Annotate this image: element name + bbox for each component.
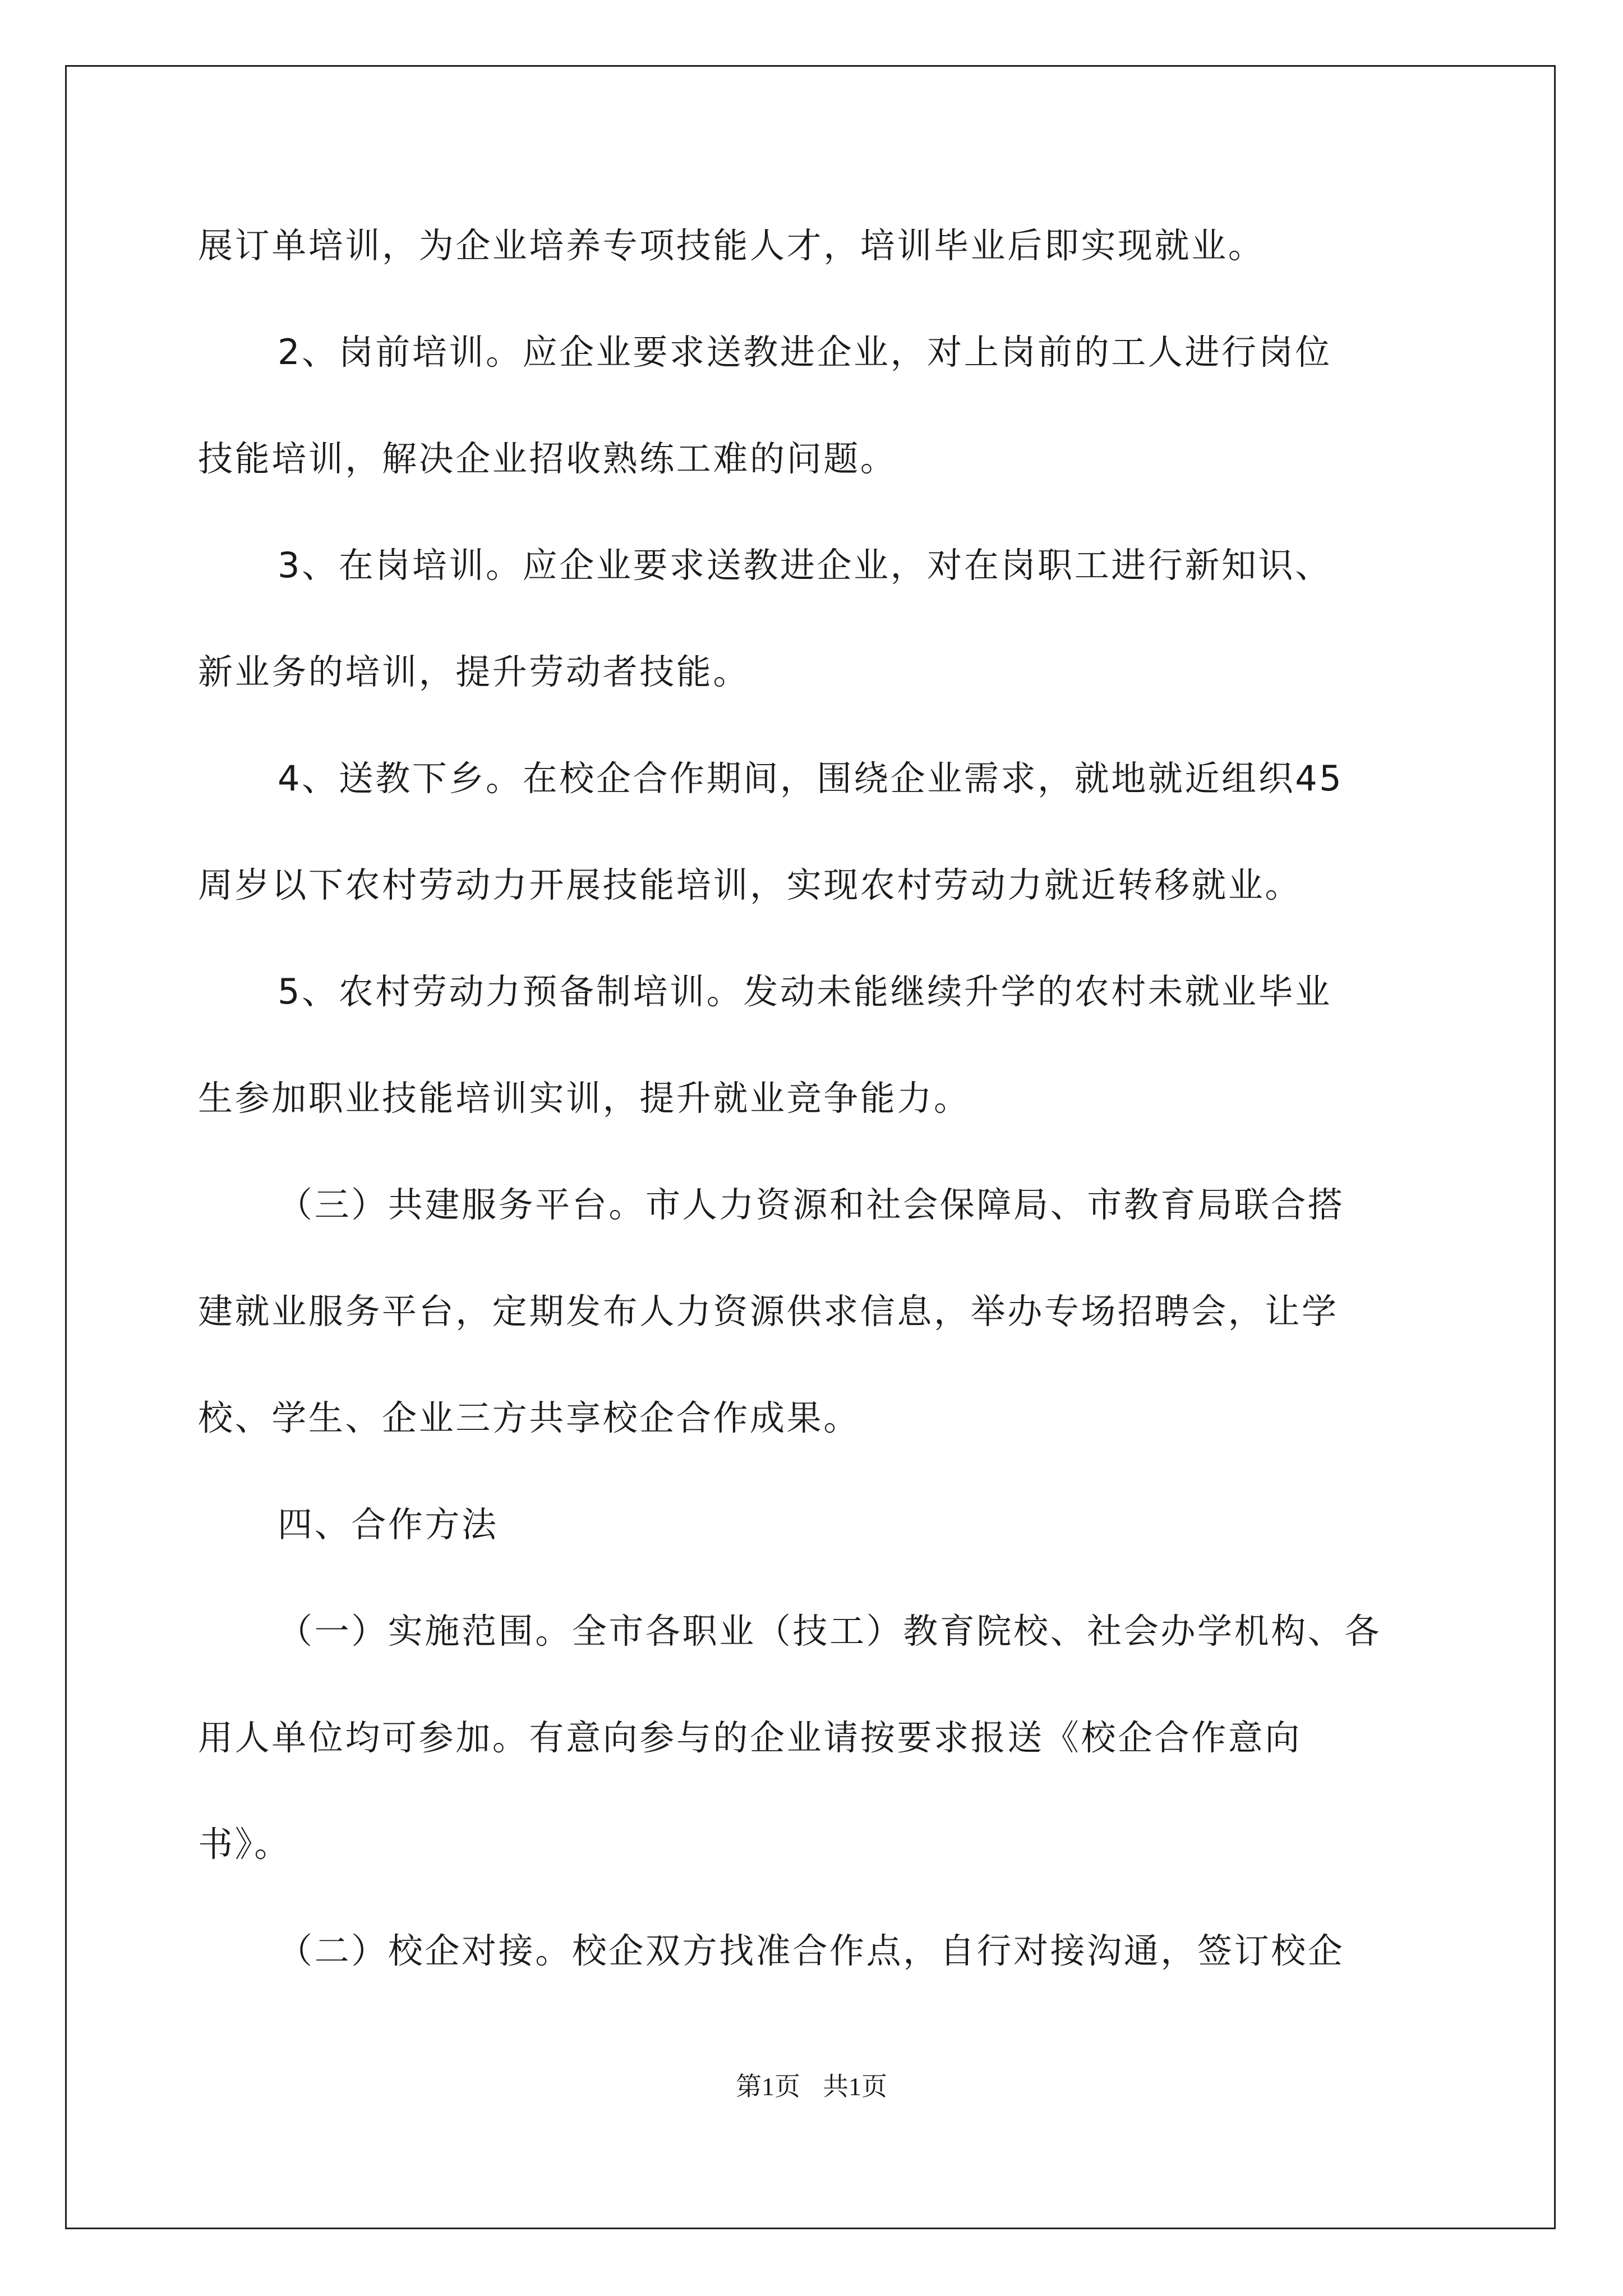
- paragraph-line: （一）实施范围。全市各职业（技工）教育院校、社会办学机构、各: [278, 1611, 1382, 1651]
- paragraph-line: 4、送教下乡。在校企合作期间，围绕企业需求，就地就近组织45: [278, 758, 1344, 799]
- paragraph-line: （二）校企对接。校企双方找准合作点，自行对接沟通，签订校企: [278, 1930, 1345, 1971]
- paragraph-line: 2、岗前培训。应企业要求送教进企业，对上岗前的工人进行岗位: [278, 332, 1332, 372]
- paragraph-line: 书》。: [198, 1824, 291, 1865]
- paragraph-line: 新业务的培训，提升劳动者技能。: [198, 651, 750, 692]
- page-number-current: 第1页: [736, 2072, 800, 2101]
- paragraph-line: 生参加职业技能培训实训，提升就业竞争能力。: [198, 1078, 971, 1119]
- section-heading: 四、合作方法: [278, 1504, 499, 1545]
- paragraph-line: 建就业服务平台，定期发布人力资源供求信息，举办专场招聘会，让学: [198, 1291, 1339, 1332]
- paragraph-line: 用人单位均可参加。有意向参与的企业请按要求报送《校企合作意向: [198, 1717, 1302, 1758]
- page-number-total: 共1页: [823, 2072, 887, 2101]
- paragraph-line: （三）共建服务平台。市人力资源和社会保障局、市教育局联合搭: [278, 1184, 1345, 1225]
- paragraph-line: 5、农村劳动力预备制培训。发动未能继续升学的农村未就业毕业: [278, 971, 1332, 1012]
- page-border: [65, 65, 1556, 2229]
- paragraph-line: 周岁以下农村劳动力开展技能培训，实现农村劳动力就近转移就业。: [198, 864, 1302, 905]
- paragraph-line: 技能培训，解决企业招收熟练工难的问题。: [198, 438, 897, 479]
- paragraph-line: 校、学生、企业三方共享校企合作成果。: [198, 1397, 860, 1438]
- paragraph-line: 3、在岗培训。应企业要求送教进企业，对在岗职工进行新知识、: [278, 545, 1332, 586]
- page-footer: [0, 2070, 1623, 2104]
- paragraph-line: 展订单培训，为企业培养专项技能人才，培训毕业后即实现就业。: [198, 225, 1265, 266]
